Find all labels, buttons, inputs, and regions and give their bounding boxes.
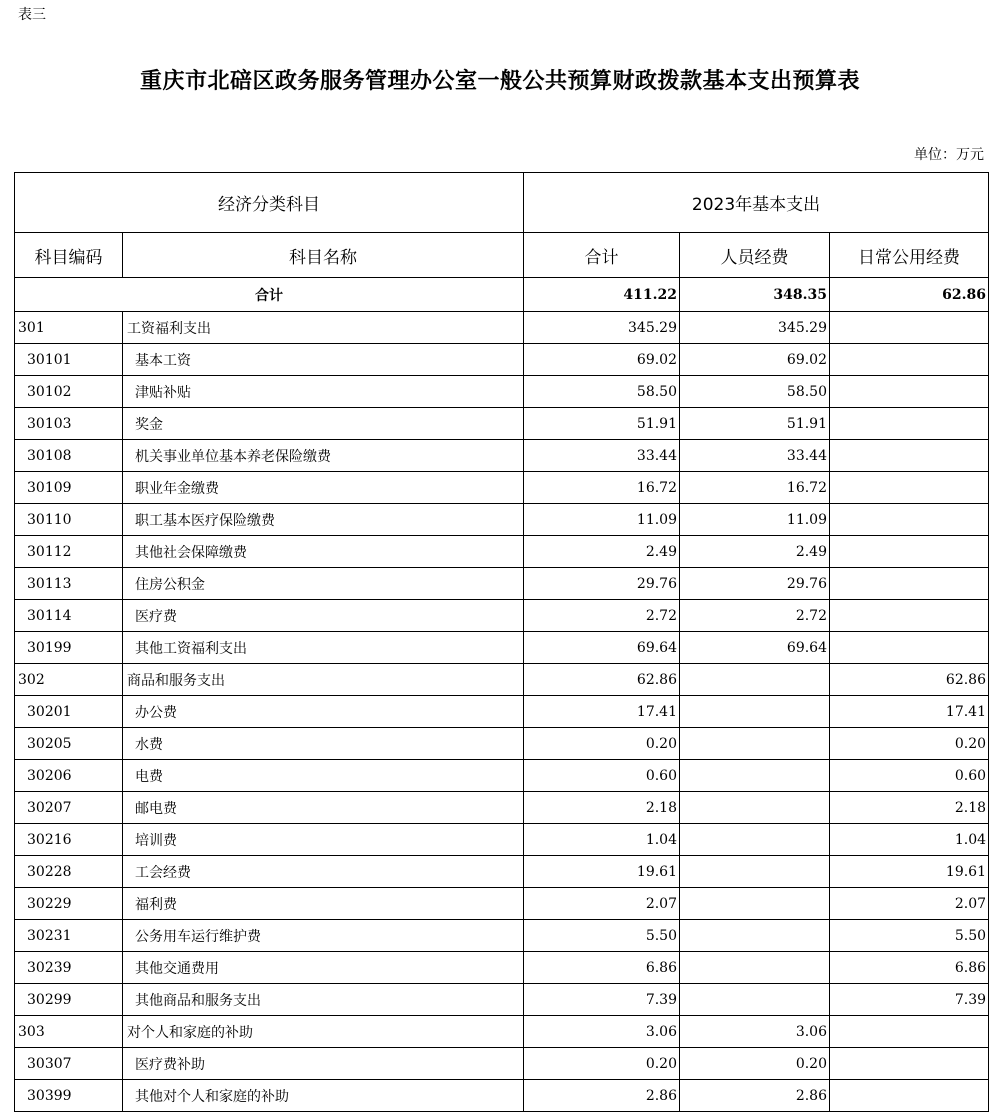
- row-total: 2.07: [524, 888, 680, 920]
- row-name: 医疗费: [123, 600, 524, 632]
- row-total: 2.18: [524, 792, 680, 824]
- row-name: 医疗费补助: [123, 1048, 524, 1080]
- row-name: 水费: [123, 728, 524, 760]
- row-public: [830, 408, 989, 440]
- row-personnel: 345.29: [680, 312, 830, 344]
- row-public: [830, 536, 989, 568]
- total-label: 合计: [15, 278, 524, 312]
- table-row: [15, 856, 989, 888]
- header-code: 科目编码: [15, 233, 123, 278]
- row-public: [830, 376, 989, 408]
- row-name: 其他社会保障缴费: [123, 536, 524, 568]
- table-row: [15, 344, 989, 376]
- row-public: 1.04: [830, 824, 989, 856]
- row-public: 7.39: [830, 984, 989, 1016]
- row-total: 16.72: [524, 472, 680, 504]
- table-row: [15, 888, 989, 920]
- row-total: 1.04: [524, 824, 680, 856]
- table-row: [15, 568, 989, 600]
- row-personnel: [680, 856, 830, 888]
- row-total: 0.20: [524, 1048, 680, 1080]
- row-public: [830, 312, 989, 344]
- row-code: 30239: [15, 952, 123, 984]
- row-name: 机关事业单位基本养老保险缴费: [123, 440, 524, 472]
- row-personnel: [680, 696, 830, 728]
- table-row: [15, 760, 989, 792]
- table-row: [15, 696, 989, 728]
- row-name: 工资福利支出: [123, 312, 524, 344]
- table-row: [15, 536, 989, 568]
- table-row: [15, 728, 989, 760]
- row-code: 30199: [15, 632, 123, 664]
- row-public: [830, 344, 989, 376]
- row-name: 基本工资: [123, 344, 524, 376]
- row-public: [830, 1080, 989, 1112]
- row-personnel: [680, 728, 830, 760]
- row-public: [830, 440, 989, 472]
- row-public: [830, 1016, 989, 1048]
- row-code: 30112: [15, 536, 123, 568]
- row-personnel: 51.91: [680, 408, 830, 440]
- row-public: [830, 504, 989, 536]
- row-code: 30207: [15, 792, 123, 824]
- header-economic-category: 经济分类科目: [15, 173, 524, 233]
- row-name: 其他商品和服务支出: [123, 984, 524, 1016]
- table-row: [15, 824, 989, 856]
- row-total: 62.86: [524, 664, 680, 696]
- table-row: [15, 952, 989, 984]
- table-row: [15, 984, 989, 1016]
- row-personnel: 11.09: [680, 504, 830, 536]
- row-code: 30399: [15, 1080, 123, 1112]
- row-personnel: 33.44: [680, 440, 830, 472]
- budget-table: [14, 172, 989, 1112]
- row-name: 奖金: [123, 408, 524, 440]
- row-name: 公务用车运行维护费: [123, 920, 524, 952]
- row-personnel: [680, 952, 830, 984]
- row-personnel: [680, 824, 830, 856]
- row-name: 职工基本医疗保险缴费: [123, 504, 524, 536]
- row-code: 30114: [15, 600, 123, 632]
- row-total: 11.09: [524, 504, 680, 536]
- header-basic-expenditure: 2023年基本支出: [524, 173, 989, 233]
- unit-label: 单位：万元: [914, 147, 984, 163]
- header-personnel: 人员经费: [680, 233, 830, 278]
- row-personnel: 2.72: [680, 600, 830, 632]
- row-total: 33.44: [524, 440, 680, 472]
- row-total: 6.86: [524, 952, 680, 984]
- row-personnel: 29.76: [680, 568, 830, 600]
- row-code: 30201: [15, 696, 123, 728]
- row-public: 0.60: [830, 760, 989, 792]
- total-row: [15, 278, 989, 312]
- row-name: 电费: [123, 760, 524, 792]
- row-code: 30102: [15, 376, 123, 408]
- row-total: 3.06: [524, 1016, 680, 1048]
- row-total: 29.76: [524, 568, 680, 600]
- row-name: 职业年金缴费: [123, 472, 524, 504]
- row-code: 30229: [15, 888, 123, 920]
- row-name: 住房公积金: [123, 568, 524, 600]
- table-row: [15, 376, 989, 408]
- row-public: 19.61: [830, 856, 989, 888]
- table-row: [15, 792, 989, 824]
- table-row: [15, 440, 989, 472]
- row-public: 6.86: [830, 952, 989, 984]
- table-row: [15, 600, 989, 632]
- page-title: 重庆市北碚区政务服务管理办公室一般公共预算财政拨款基本支出预算表: [139, 68, 860, 94]
- table-row: [15, 1048, 989, 1080]
- total-sum: 411.22: [524, 278, 680, 312]
- row-code: 302: [15, 664, 123, 696]
- row-total: 0.60: [524, 760, 680, 792]
- row-personnel: [680, 984, 830, 1016]
- row-public: [830, 632, 989, 664]
- row-code: 30307: [15, 1048, 123, 1080]
- row-public: 17.41: [830, 696, 989, 728]
- header-total: 合计: [524, 233, 680, 278]
- row-code: 30216: [15, 824, 123, 856]
- row-public: 0.20: [830, 728, 989, 760]
- total-personnel: 348.35: [680, 278, 830, 312]
- row-personnel: 58.50: [680, 376, 830, 408]
- row-code: 30231: [15, 920, 123, 952]
- row-personnel: 69.64: [680, 632, 830, 664]
- table-label: 表三: [18, 7, 46, 23]
- header-public: 日常公用经费: [830, 233, 989, 278]
- row-name: 对个人和家庭的补助: [123, 1016, 524, 1048]
- table-row: [15, 1080, 989, 1112]
- row-public: 62.86: [830, 664, 989, 696]
- row-code: 30108: [15, 440, 123, 472]
- row-personnel: [680, 664, 830, 696]
- row-code: 30228: [15, 856, 123, 888]
- row-code: 30205: [15, 728, 123, 760]
- row-name: 其他对个人和家庭的补助: [123, 1080, 524, 1112]
- row-total: 345.29: [524, 312, 680, 344]
- row-code: 301: [15, 312, 123, 344]
- row-personnel: 16.72: [680, 472, 830, 504]
- row-total: 17.41: [524, 696, 680, 728]
- row-total: 69.02: [524, 344, 680, 376]
- total-public: 62.86: [830, 278, 989, 312]
- row-total: 7.39: [524, 984, 680, 1016]
- row-name: 工会经费: [123, 856, 524, 888]
- row-total: 58.50: [524, 376, 680, 408]
- row-public: [830, 568, 989, 600]
- row-total: 2.49: [524, 536, 680, 568]
- row-total: 2.72: [524, 600, 680, 632]
- row-total: 0.20: [524, 728, 680, 760]
- row-personnel: 2.49: [680, 536, 830, 568]
- row-name: 其他工资福利支出: [123, 632, 524, 664]
- row-personnel: [680, 792, 830, 824]
- row-name: 办公费: [123, 696, 524, 728]
- row-public: 2.07: [830, 888, 989, 920]
- row-personnel: 0.20: [680, 1048, 830, 1080]
- row-personnel: [680, 760, 830, 792]
- row-total: 51.91: [524, 408, 680, 440]
- table-row: [15, 472, 989, 504]
- row-name: 其他交通费用: [123, 952, 524, 984]
- table-row: [15, 312, 989, 344]
- row-personnel: [680, 888, 830, 920]
- row-total: 2.86: [524, 1080, 680, 1112]
- row-personnel: [680, 920, 830, 952]
- row-public: [830, 600, 989, 632]
- table-row: [15, 920, 989, 952]
- row-public: [830, 472, 989, 504]
- row-total: 69.64: [524, 632, 680, 664]
- table-row: [15, 664, 989, 696]
- row-code: 30101: [15, 344, 123, 376]
- table-row: [15, 408, 989, 440]
- row-name: 培训费: [123, 824, 524, 856]
- row-code: 30109: [15, 472, 123, 504]
- row-public: [830, 1048, 989, 1080]
- row-code: 30206: [15, 760, 123, 792]
- row-code: 30103: [15, 408, 123, 440]
- row-total: 19.61: [524, 856, 680, 888]
- row-total: 5.50: [524, 920, 680, 952]
- row-name: 福利费: [123, 888, 524, 920]
- table-row: [15, 1016, 989, 1048]
- row-name: 津贴补贴: [123, 376, 524, 408]
- row-public: 5.50: [830, 920, 989, 952]
- row-code: 30110: [15, 504, 123, 536]
- header-name: 科目名称: [123, 233, 524, 278]
- row-code: 303: [15, 1016, 123, 1048]
- row-personnel: 3.06: [680, 1016, 830, 1048]
- row-name: 邮电费: [123, 792, 524, 824]
- row-personnel: 2.86: [680, 1080, 830, 1112]
- table-row: [15, 632, 989, 664]
- row-public: 2.18: [830, 792, 989, 824]
- row-code: 30299: [15, 984, 123, 1016]
- row-code: 30113: [15, 568, 123, 600]
- row-personnel: 69.02: [680, 344, 830, 376]
- table-row: [15, 504, 989, 536]
- row-name: 商品和服务支出: [123, 664, 524, 696]
